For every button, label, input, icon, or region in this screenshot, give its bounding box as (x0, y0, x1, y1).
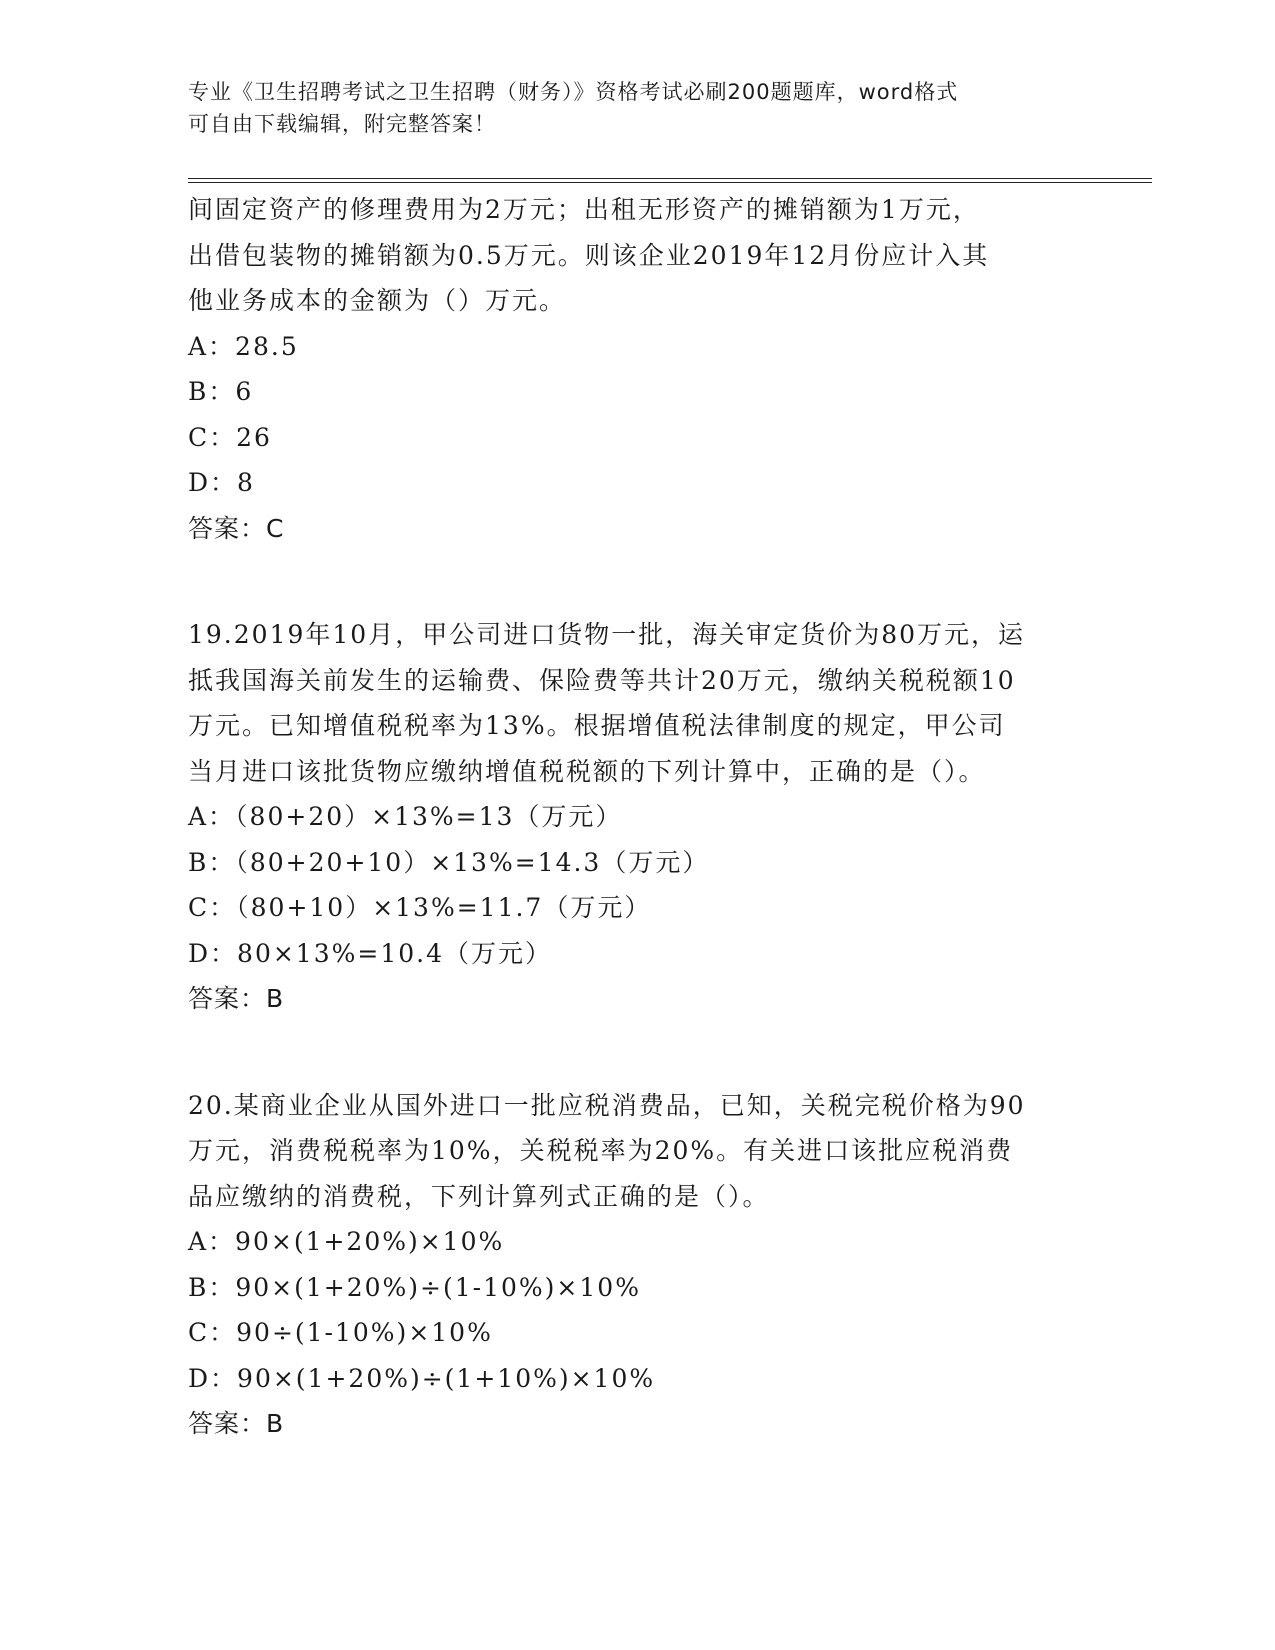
question-text-line: 20.某商业企业从国外进口一批应税消费品，已知，关税完税价格为90 (188, 1090, 1026, 1120)
header-divider (188, 178, 1152, 183)
option-d: D：8 (188, 468, 255, 497)
option-c: C：26 (188, 422, 272, 452)
answer-label: 答案：C (188, 513, 285, 543)
option-a: A：28.5 (188, 331, 299, 361)
question-text-line: 19.2019年10月，甲公司进口货物一批，海关审定货价为80万元，运 (188, 620, 1026, 649)
option-d: D：90×(1+20%)÷(1+10%)×10% (188, 1363, 656, 1393)
option-b: B：6 (188, 377, 254, 406)
question-text-line: 他业务成本的金额为（）万元。 (188, 286, 567, 315)
option-a: A：90×(1+20%)×10% (188, 1227, 505, 1256)
question-text-line: 间固定资产的修理费用为2万元；出租无形资产的摊销额为1万元， (188, 195, 980, 224)
answer-label: 答案：B (188, 984, 285, 1013)
option-a: A：（80+20）×13%=13（万元） (188, 802, 623, 831)
document-body (188, 187, 1088, 1508)
option-d: D：80×13%=10.4（万元） (188, 938, 552, 968)
question-text-line: 出借包装物的摊销额为0.5万元。则该企业2019年12月份应计入其 (188, 240, 990, 270)
question-text-line: 品应缴纳的消费税，下列计算列式正确的是（）。 (188, 1181, 770, 1211)
question-20 (188, 1083, 1088, 1447)
question-text-line: 抵我国海关前发生的运输费、保险费等共计20万元，缴纳关税税额10 (188, 665, 1016, 695)
option-c: C：（80+10）×13%=11.7（万元） (188, 893, 652, 922)
question-text-line: 当月进口该批货物应缴纳增值税税额的下列计算中，正确的是（）。 (188, 756, 986, 786)
header-line-2: 可自由下载编辑，附完整答案！ (188, 112, 496, 136)
question-text-line: 万元。已知增值税税率为13%。根据增值税法律制度的规定，甲公司 (188, 711, 1006, 740)
question-text-line: 万元，消费税税率为10%，关税税率为20%。有关进口该批应税消费 (188, 1136, 1014, 1165)
option-c: C：90÷(1-10%)×10% (188, 1318, 493, 1347)
header-line-1: 专业《卫生招聘考试之卫生招聘（财务）》资格考试必刷200题题库，word格式 (188, 80, 959, 104)
option-b: B：90×(1+20%)÷(1-10%)×10% (188, 1272, 641, 1302)
answer-label: 答案：B (188, 1409, 285, 1438)
question-18 (188, 187, 1088, 551)
document-header (188, 76, 1068, 140)
option-b: B：（80+20+10）×13%=14.3（万元） (188, 847, 710, 877)
question-19 (188, 612, 1088, 1022)
